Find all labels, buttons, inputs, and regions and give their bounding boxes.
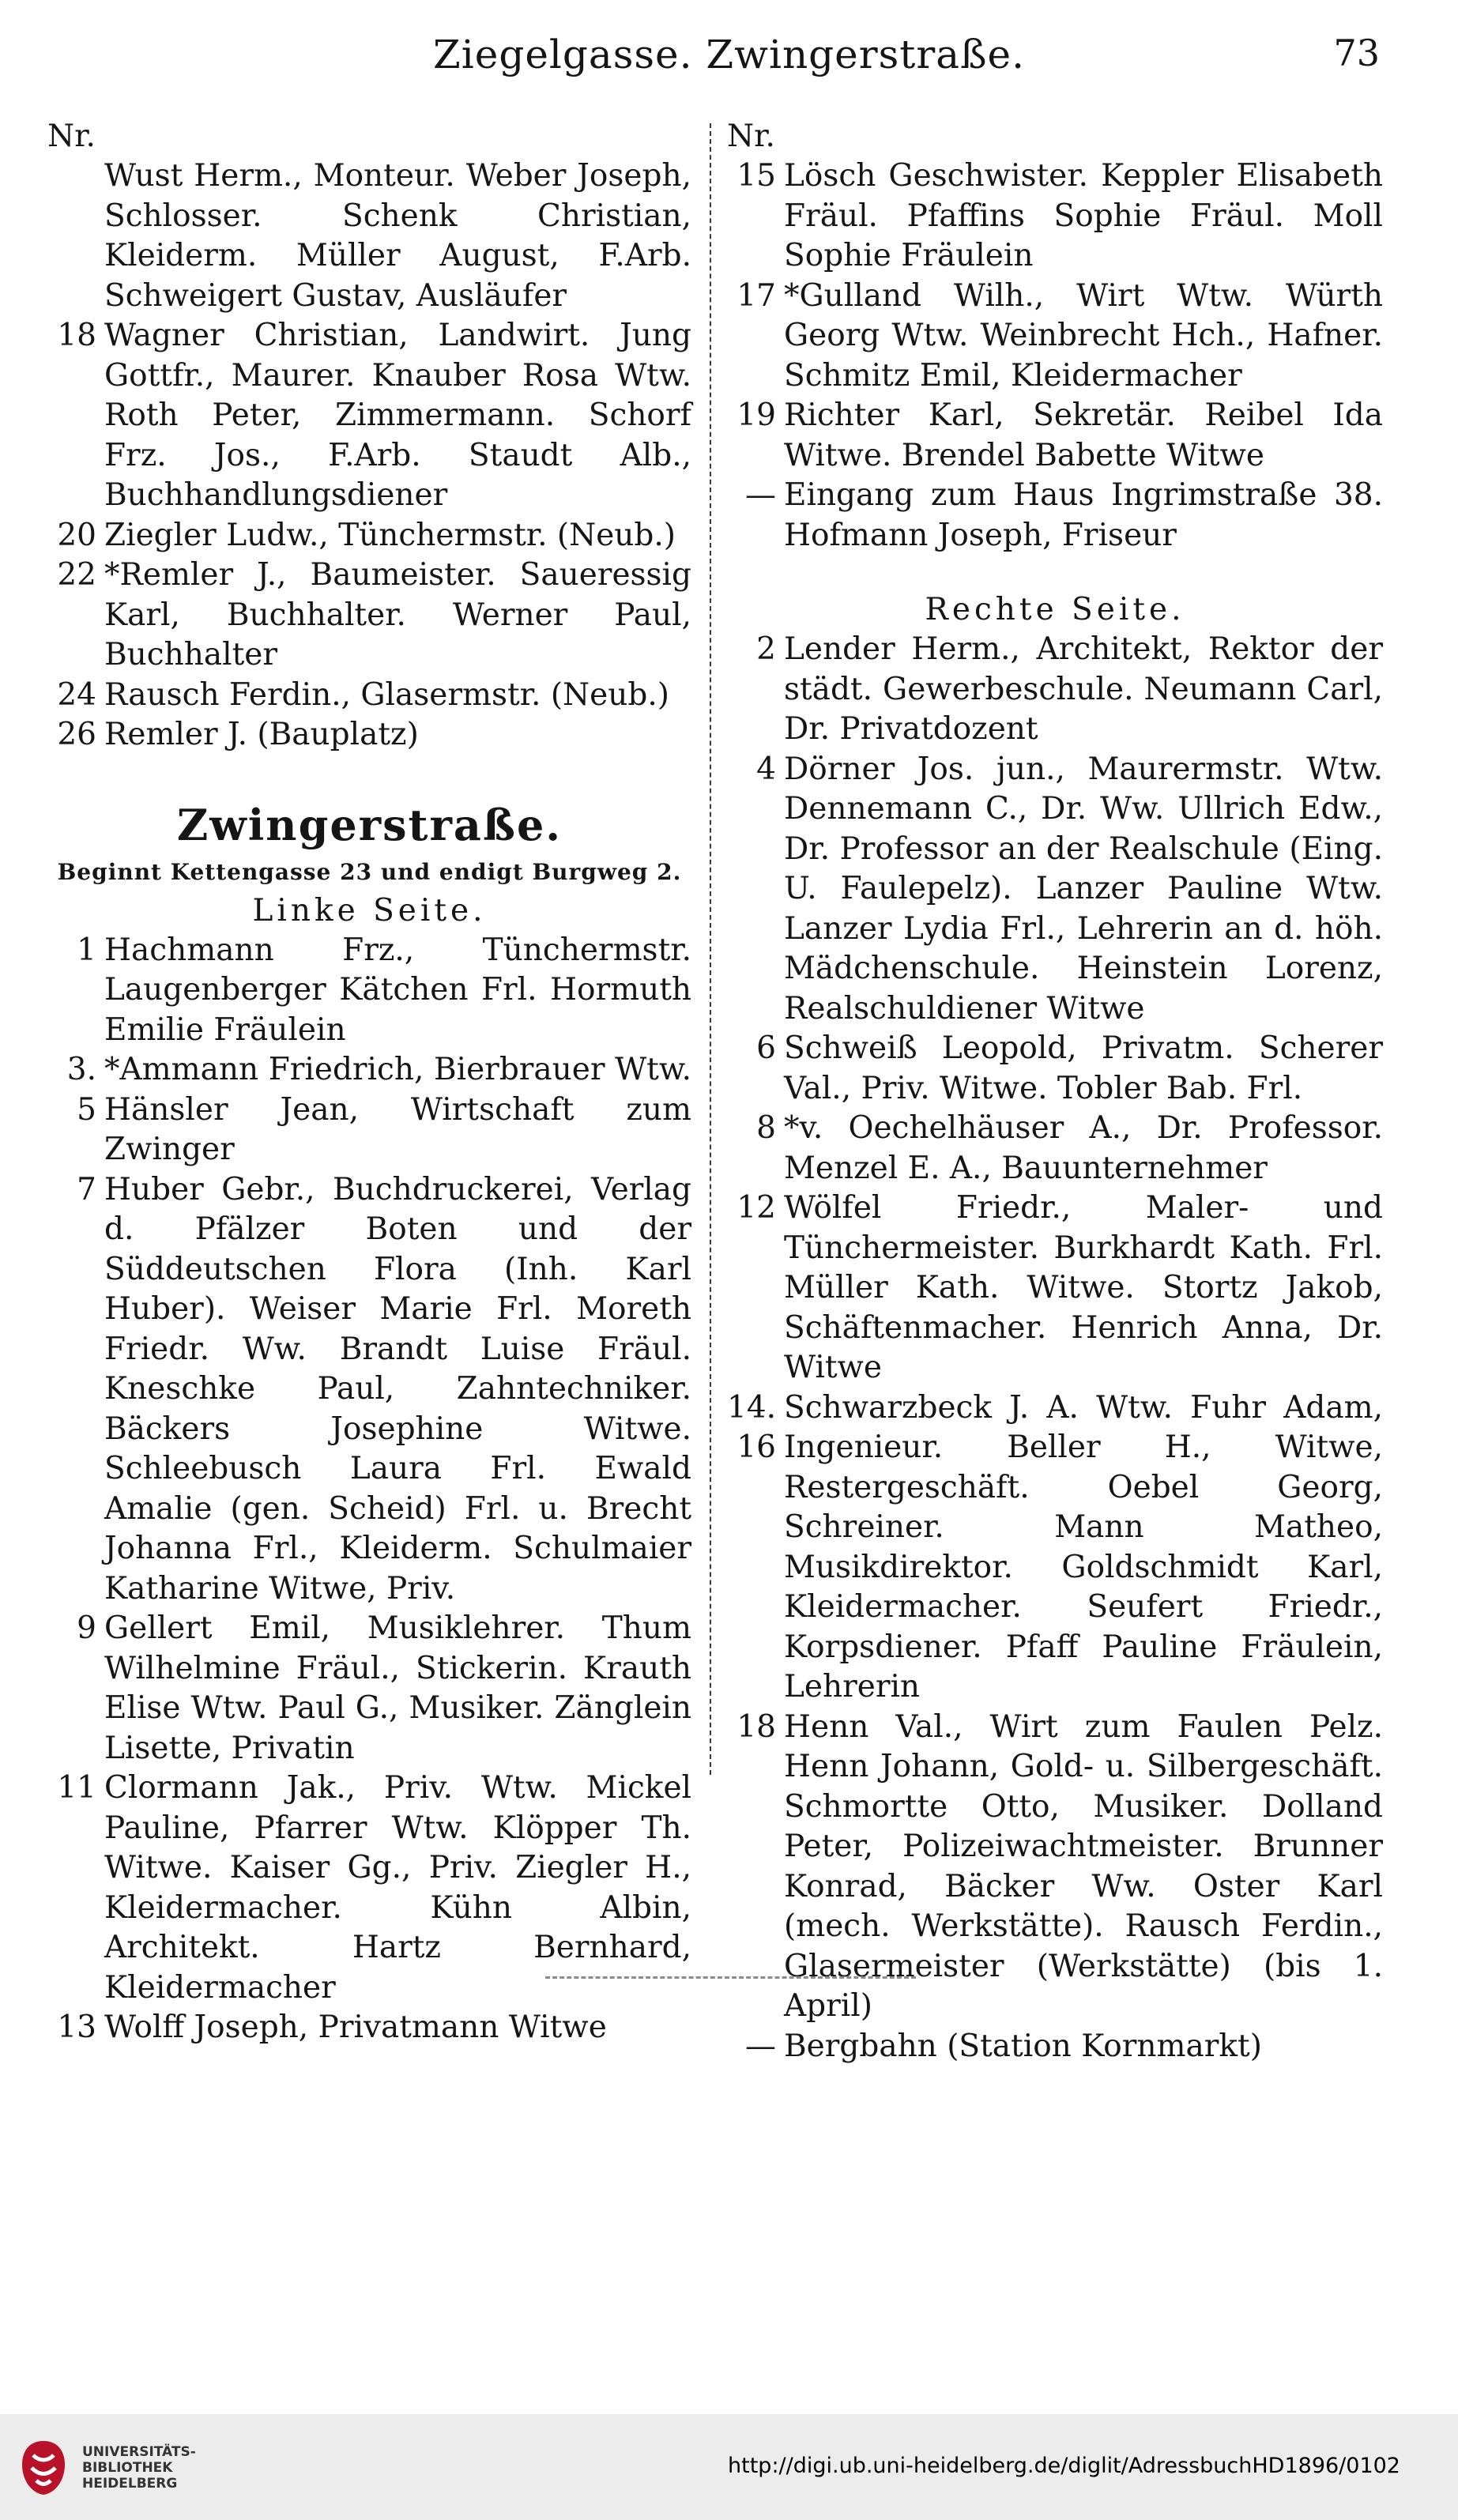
- page-number: 73: [1333, 32, 1380, 74]
- directory-columns: [47, 117, 1383, 2064]
- house-number: —: [745, 477, 776, 513]
- directory-entry: [47, 1769, 691, 2008]
- house-number: 20: [57, 517, 96, 553]
- directory-entry: [727, 1109, 1383, 1188]
- resident-text: Lösch Geschwister. Keppler Elisabeth Fräul. Pfaffins Sophie Fräul. Moll Sophie Fräulein: [784, 158, 1383, 273]
- resident-text: Bergbahn (Station Kornmarkt): [784, 2028, 1262, 2064]
- resident-text: Hachmann Frz., Tünchermstr. Laugenberger Kätchen Frl. Hormuth Emilie Fräulein: [104, 932, 691, 1048]
- resident-text: Wolff Joseph, Privatmann Witwe: [104, 2010, 607, 2045]
- directory-entry: [47, 715, 691, 755]
- resident-text: Rausch Ferdin., Glasermstr. (Neub.): [104, 676, 669, 713]
- resident-text: Richter Karl, Sekretär. Reibel Ida Witwe. Brendel Babette Witwe: [784, 397, 1383, 473]
- running-title: Ziegelgasse. Zwingerstraße.: [433, 32, 1025, 77]
- entry-list: [727, 630, 1383, 2066]
- resident-text: Huber Gebr., Buchdruckerei, Verlag d. Pfälzer Boten und der Süddeutschen Flora (Inh. Karl Huber). Weiser Marie Frl. Moreth Friedr. Ww. Brandt Luise Fräul. Kneschke Paul, Zahntechniker. Bäckers Josephine Witwe. Schleebusch Laura Frl. Ewald Amalie (gen. Scheid) Frl. u. Brecht Johanna Frl., Kleiderm. Schulmaier Katharine Witwe, Priv.: [104, 1171, 691, 1607]
- resident-text: Clormann Jak., Priv. Wtw. Mickel Pauline, Pfarrer Wtw. Klöpper Th. Witwe. Kaiser Gg., Priv. Ziegler H., Kleidermacher. Kühn Albin, Architekt. Hartz Bernhard, Kleidermacher: [104, 1770, 691, 2006]
- street-begins: Beginnt Kettengasse 23 und endigt Burgweg 2.: [57, 858, 682, 885]
- house-number: 6: [756, 1030, 776, 1066]
- entry-list: [727, 156, 1383, 556]
- library-logo-icon: [17, 2438, 70, 2498]
- resident-text: Eingang zum Haus Ingrimstraße 38. Hofmann Joseph, Friseur: [784, 477, 1383, 553]
- page-header: [0, 30, 1458, 93]
- directory-entry: [727, 277, 1383, 397]
- resident-text: *Ammann Friedrich, Bierbrauer Wtw. Hänsler Jean, Wirtschaft zum Zwinger: [104, 1052, 691, 1167]
- directory-entry: [727, 156, 1383, 277]
- house-number: 12: [737, 1190, 776, 1226]
- library-name-line: UNIVERSITÄTS-: [82, 2444, 196, 2460]
- house-number: 14. 16: [727, 1389, 777, 1465]
- directory-entry: [727, 2027, 1383, 2067]
- resident-text: Wölfel Friedr., Maler- und Tünchermeister. Burkhardt Kath. Frl. Müller Kath. Witwe. Stortz Jakob, Schäftenmacher. Henrich Anna, Dr. Witwe: [784, 1190, 1383, 1385]
- street-title: Zwingerstraße.: [176, 799, 563, 850]
- directory-entry: [727, 1029, 1383, 1109]
- house-number: 7: [77, 1171, 96, 1207]
- directory-entry: [47, 1170, 691, 1610]
- column-divider: [710, 123, 711, 1775]
- directory-entry: [47, 1609, 691, 1769]
- resident-text: Schweiß Leopold, Privatm. Scherer Val., Priv. Witwe. Tobler Bab. Frl.: [784, 1030, 1383, 1106]
- footer-bar: [0, 2414, 1458, 2520]
- directory-entry: [727, 396, 1383, 476]
- house-number: 9: [77, 1610, 96, 1646]
- house-number: 4: [756, 751, 776, 787]
- source-url-link[interactable]: http://digi.ub.uni-heidelberg.de/diglit/AdressbuchHD1896/0102: [728, 2454, 1400, 2478]
- entry-list: [47, 931, 691, 2048]
- directory-entry: [727, 476, 1383, 556]
- resident-text: Wust Herm., Monteur. Weber Joseph, Schlosser. Schenk Christian, Kleiderm. Müller August, F.Arb. Schweigert Gustav, Ausläufer: [104, 158, 691, 314]
- directory-entry: [727, 1188, 1383, 1388]
- house-number: 13: [57, 2010, 96, 2045]
- library-name: [82, 2444, 196, 2492]
- left-column: [47, 117, 691, 2048]
- house-number: 24: [57, 676, 96, 713]
- house-number: 3. 5: [66, 1052, 96, 1128]
- house-number: 22: [57, 557, 96, 593]
- directory-entry: [47, 1050, 691, 1170]
- house-number: 8: [756, 1110, 776, 1146]
- house-number: 19: [737, 397, 776, 433]
- resident-text: Schwarzbeck J. A. Wtw. Fuhr Adam, Ingenieur. Beller H., Witwe, Restergeschäft. Oebel Georg, Schreiner. Mann Matheo, Musikdirektor. Goldschmidt Karl, Kleidermacher. Seufert Friedr., Korpsdiener. Pfaff Pauline Fräulein, Lehrerin: [784, 1389, 1383, 1704]
- directory-entry: [47, 931, 691, 1051]
- resident-text: Ziegler Ludw., Tünchermstr. (Neub.): [104, 517, 676, 553]
- house-number: 17: [737, 277, 776, 314]
- directory-entry: [727, 750, 1383, 1030]
- resident-text: Gellert Emil, Musiklehrer. Thum Wilhelmine Fräul., Stickerin. Krauth Elise Wtw. Paul G., Musiker. Zänglein Lisette, Privatin: [104, 1610, 691, 1766]
- directory-entry: [47, 2008, 691, 2048]
- directory-entry: [47, 676, 691, 716]
- directory-entry: [47, 316, 691, 516]
- resident-text: *Remler J., Baumeister. Saueressig Karl, Buchhalter. Werner Paul, Buchhalter: [104, 557, 691, 672]
- spacer: [727, 556, 1383, 590]
- directory-entry: [47, 516, 691, 556]
- resident-text: *Gulland Wilh., Wirt Wtw. Würth Georg Wtw. Weinbrecht Hch., Hafner. Schmitz Emil, Kleidermacher: [784, 277, 1383, 394]
- directory-entry: [727, 1388, 1383, 1708]
- resident-text: Wagner Christian, Landwirt. Jung Gottfr., Maurer. Knauber Rosa Wtw. Roth Peter, Zimmermann. Schorf Frz. Jos., F.Arb. Staudt Alb., Buchhandlungsdiener: [104, 318, 691, 513]
- library-name-line: HEIDELBERG: [82, 2476, 178, 2492]
- side-heading: Linke Seite.: [252, 892, 487, 929]
- number-heading: Nr.: [47, 119, 96, 154]
- house-number: —: [745, 2028, 776, 2064]
- library-name-line: BIBLIOTHEK: [82, 2460, 173, 2476]
- house-number: 18: [737, 1708, 776, 1745]
- house-number: 1: [77, 932, 96, 968]
- house-number: 15: [737, 158, 776, 194]
- house-number: 26: [57, 717, 96, 752]
- directory-entry: [47, 556, 691, 676]
- entry-list: [47, 156, 691, 755]
- side-heading: Rechte Seite.: [925, 592, 1185, 627]
- resident-text: *v. Oechelhäuser A., Dr. Professor. Menzel E. A., Bauunternehmer: [784, 1110, 1383, 1186]
- resident-text: Dörner Jos. jun., Maurermstr. Wtw. Dennemann C., Dr. Ww. Ullrich Edw., Dr. Professor an der Realschule (Eing. U. Faulepelz). Lanzer Pauline Wtw. Lanzer Lydia Frl., Lehrerin an d. höh. Mädchenschule. Heinstein Lorenz, Realschuldiener Witwe: [784, 751, 1383, 1026]
- directory-entry: [727, 630, 1383, 750]
- resident-text: Lender Herm., Architekt, Rektor der städt. Gewerbeschule. Neumann Carl, Dr. Privatdozent: [784, 631, 1383, 747]
- directory-entry: [47, 156, 691, 316]
- house-number: 18: [57, 318, 96, 353]
- resident-text: Remler J. (Bauplatz): [104, 717, 419, 752]
- resident-text: Henn Val., Wirt zum Faulen Pelz. Henn Johann, Gold- u. Silbergeschäft. Schmortte Otto, Musiker. Dolland Peter, Polizeiwachtmeister. Brunner Konrad, Bäcker Ww. Oster Karl (mech. Werkstätte). Rausch Ferdin., Glasermeister (Werkstätte) (bis 1. April): [784, 1708, 1383, 2024]
- right-column: [727, 117, 1383, 2066]
- house-number: 11: [57, 1770, 96, 1806]
- end-separator: [545, 1976, 916, 1979]
- house-number: 2: [756, 631, 776, 667]
- number-heading: Nr.: [727, 119, 775, 154]
